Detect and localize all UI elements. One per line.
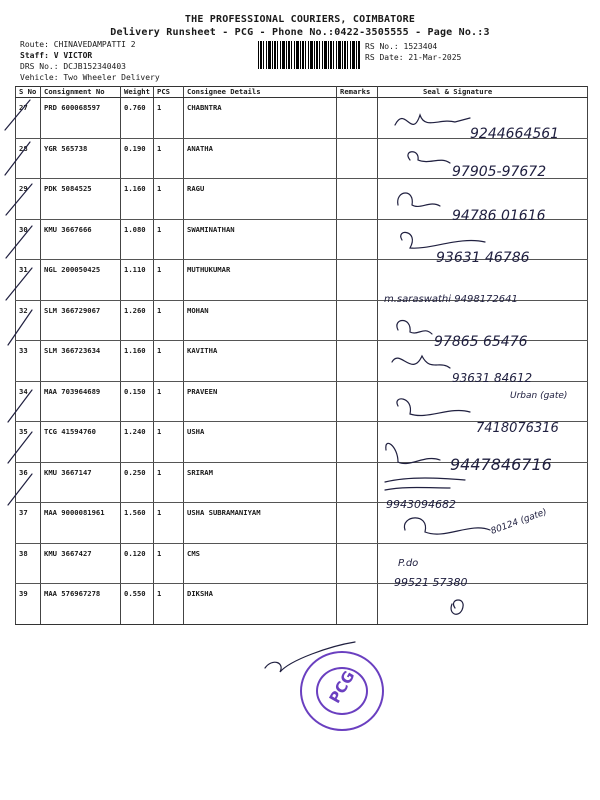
row-sno: 36 (16, 462, 41, 503)
row-signature (378, 179, 588, 220)
row-signature (378, 138, 588, 179)
row-pcs: 1 (154, 179, 184, 220)
row-remarks (337, 503, 378, 544)
handwritten-note: P.do (398, 558, 419, 569)
handwritten-phone: 9244664561 (470, 126, 560, 142)
row-sno: 27 (16, 98, 41, 139)
row-consignee: KAVITHA (184, 341, 337, 382)
row-pcs: 1 (154, 98, 184, 139)
row-consignee: ANATHA (184, 138, 337, 179)
pcg-stamp (300, 651, 384, 731)
table-row (16, 422, 588, 463)
row-weight: 1.160 (121, 179, 154, 220)
row-pcs: 1 (154, 381, 184, 422)
company-title: THE PROFESSIONAL COURIERS, COIMBATORE (184, 14, 416, 25)
table-row (16, 584, 588, 625)
row-consignment: NGL 200050425 (41, 260, 121, 301)
row-signature (378, 381, 588, 422)
rs-number: RS No.: 1523404 (365, 42, 438, 51)
row-signature (378, 260, 588, 301)
row-weight: 1.560 (121, 503, 154, 544)
barcode (258, 41, 360, 69)
runsheet-table (15, 86, 588, 625)
column-header-consignment: Consignment No (41, 87, 121, 98)
row-pcs: 1 (154, 503, 184, 544)
row-consignee: SWAMINATHAN (184, 219, 337, 260)
row-remarks (337, 422, 378, 463)
row-consignment: MAA 9000081961 (41, 503, 121, 544)
row-sno: 35 (16, 422, 41, 463)
handwritten-phone: 80124 (gate) (489, 507, 549, 537)
row-remarks (337, 219, 378, 260)
row-weight: 1.160 (121, 341, 154, 382)
row-weight: 1.080 (121, 219, 154, 260)
row-signature (378, 584, 588, 625)
row-sno: 33 (16, 341, 41, 382)
row-weight: 0.120 (121, 543, 154, 584)
handwritten-phone: 97905-97672 (452, 164, 547, 180)
drs-number: DRS No.: DCJB152340403 (20, 62, 126, 71)
row-remarks (337, 584, 378, 625)
row-weight: 1.110 (121, 260, 154, 301)
row-pcs: 1 (154, 219, 184, 260)
row-sno: 38 (16, 543, 41, 584)
handwritten-phone: 7418076316 (476, 421, 559, 436)
row-remarks (337, 543, 378, 584)
row-consignment: PDK 5084525 (41, 179, 121, 220)
handwritten-phone: 93631 84612 (452, 371, 533, 385)
row-signature (378, 543, 588, 584)
handwritten-phone: 94786 01616 (452, 208, 546, 224)
vehicle-label: Vehicle: Two Wheeler Delivery (20, 73, 160, 82)
row-weight: 1.240 (121, 422, 154, 463)
row-remarks (337, 98, 378, 139)
row-sno: 30 (16, 219, 41, 260)
row-consignee: DIKSHA (184, 584, 337, 625)
column-header-pcs: PCS (154, 87, 184, 98)
handwritten-phone: 93631 46786 (436, 250, 530, 266)
row-sno: 28 (16, 138, 41, 179)
stamp-text: PCG (325, 667, 359, 707)
row-consignment: MAA 703964689 (41, 381, 121, 422)
handwritten-note: Urban (gate) (510, 391, 568, 401)
column-header-weight: Weight (121, 87, 154, 98)
table-row (16, 381, 588, 422)
table-row (16, 543, 588, 584)
table-row (16, 179, 588, 220)
row-sno: 29 (16, 179, 41, 220)
table-row (16, 98, 588, 139)
row-signature (378, 341, 588, 382)
row-consignee: MOHAN (184, 300, 337, 341)
row-sno: 31 (16, 260, 41, 301)
table-row (16, 462, 588, 503)
row-consignee: USHA SUBRAMANIYAM (184, 503, 337, 544)
row-consignee: RAGU (184, 179, 337, 220)
row-pcs: 1 (154, 462, 184, 503)
row-remarks (337, 381, 378, 422)
row-consignment: SLM 366729067 (41, 300, 121, 341)
row-remarks (337, 462, 378, 503)
row-signature (378, 422, 588, 463)
row-consignment: KMU 3667147 (41, 462, 121, 503)
table-row (16, 341, 588, 382)
handwritten-phone: m.saraswathi 9498172641 (384, 294, 518, 305)
row-consignment: YGR 565738 (41, 138, 121, 179)
row-remarks (337, 260, 378, 301)
table-row (16, 219, 588, 260)
row-weight: 0.250 (121, 462, 154, 503)
handwritten-phone: 97865 65476 (434, 334, 528, 350)
row-signature (378, 219, 588, 260)
row-consignment: MAA 576967278 (41, 584, 121, 625)
row-consignee: MUTHUKUMAR (184, 260, 337, 301)
column-header-remarks: Remarks (337, 87, 378, 98)
rs-date: RS Date: 21-Mar-2025 (365, 53, 462, 62)
row-consignee: PRAVEEN (184, 381, 337, 422)
table-row (16, 138, 588, 179)
column-header-signature: Seal & Signature (378, 87, 588, 98)
row-weight: 0.760 (121, 98, 154, 139)
table-row (16, 503, 588, 544)
row-signature (378, 503, 588, 544)
row-pcs: 1 (154, 138, 184, 179)
table-row (16, 260, 588, 301)
row-consignee: CHABNTRA (184, 98, 337, 139)
runsheet-title: Delivery Runsheet - PCG - Phone No.:0422-3505555 - Page No.:3 (110, 27, 490, 38)
route-label: Route: CHINAVEDAMPATTI 2 (20, 40, 136, 49)
staff-label: Staff: V VICTOR (20, 51, 93, 60)
row-consignee: SRIRAM (184, 462, 337, 503)
row-sno: 39 (16, 584, 41, 625)
table-header-row (16, 87, 588, 98)
row-sno: 34 (16, 381, 41, 422)
row-pcs: 1 (154, 584, 184, 625)
row-sno: 37 (16, 503, 41, 544)
row-consignment: TCG 41594760 (41, 422, 121, 463)
row-consignment: SLM 366723634 (41, 341, 121, 382)
row-signature (378, 300, 588, 341)
row-remarks (337, 179, 378, 220)
row-consignee: CMS (184, 543, 337, 584)
row-consignment: KMU 3667427 (41, 543, 121, 584)
row-consignment: KMU 3667666 (41, 219, 121, 260)
row-signature (378, 98, 588, 139)
table-row (16, 300, 588, 341)
handwritten-phone: 99521 57380 (394, 576, 468, 589)
row-weight: 1.260 (121, 300, 154, 341)
row-remarks (337, 138, 378, 179)
row-consignee: USHA (184, 422, 337, 463)
row-weight: 0.150 (121, 381, 154, 422)
row-pcs: 1 (154, 300, 184, 341)
column-header-consignee: Consignee Details (184, 87, 337, 98)
handwritten-phone: 9943094682 (386, 498, 456, 511)
row-weight: 0.190 (121, 138, 154, 179)
row-consignment: PRD 600068597 (41, 98, 121, 139)
row-remarks (337, 300, 378, 341)
column-header-sno: S No (16, 87, 41, 98)
row-remarks (337, 341, 378, 382)
row-pcs: 1 (154, 422, 184, 463)
row-signature (378, 462, 588, 503)
row-pcs: 1 (154, 341, 184, 382)
handwritten-phone: 9447846716 (450, 455, 552, 474)
row-weight: 0.550 (121, 584, 154, 625)
row-sno: 32 (16, 300, 41, 341)
row-pcs: 1 (154, 543, 184, 584)
row-pcs: 1 (154, 260, 184, 301)
